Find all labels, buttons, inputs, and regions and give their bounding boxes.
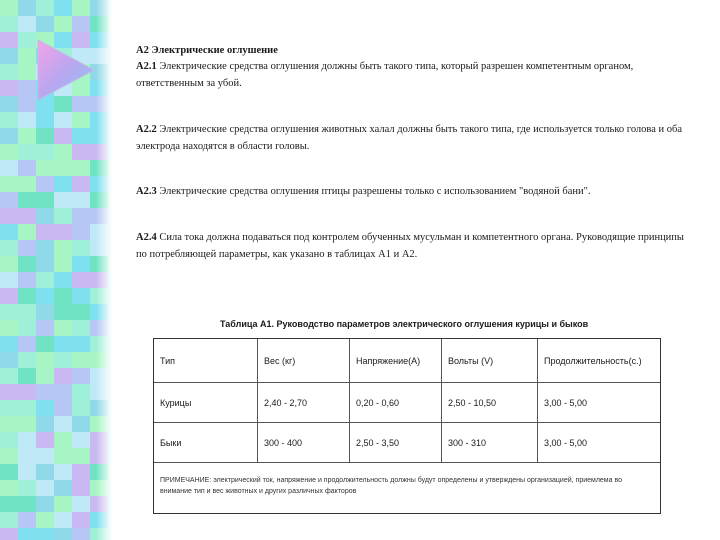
mosaic-tile: [54, 384, 72, 400]
mosaic-tile: [18, 432, 36, 448]
mosaic-tile: [18, 304, 36, 320]
mosaic-tile: [36, 496, 54, 512]
mosaic-tile: [36, 256, 54, 272]
mosaic-tile: [0, 384, 18, 400]
table-cell: 2,50 - 3,50: [350, 423, 442, 462]
table-cell: 2,40 - 2,70: [258, 383, 350, 422]
mosaic-tile: [36, 288, 54, 304]
mosaic-tile: [72, 464, 90, 480]
mosaic-tile: [54, 208, 72, 224]
table-cell: Курицы: [154, 383, 258, 422]
mosaic-tile: [72, 480, 90, 496]
section-title: А2 Электрические оглушение: [136, 45, 278, 56]
mosaic-tile: [36, 352, 54, 368]
mosaic-tile: [36, 368, 54, 384]
mosaic-tile: [0, 128, 18, 144]
mosaic-tile: [54, 16, 72, 32]
mosaic-tile: [0, 32, 18, 48]
mosaic-tile: [18, 400, 36, 416]
mosaic-tile: [54, 256, 72, 272]
mosaic-tile: [36, 0, 54, 16]
table-cell: 3,00 - 5,00: [544, 437, 588, 448]
table-title: Таблица А1. Руководство параметров электрического оглушения курицы и быков: [220, 319, 589, 329]
mosaic-tile: [18, 512, 36, 528]
mosaic-tile: [0, 16, 18, 32]
mosaic-tile: [72, 288, 90, 304]
mosaic-tile: [36, 224, 54, 240]
mosaic-tile: [54, 400, 72, 416]
mosaic-tile: [36, 528, 54, 540]
mosaic-tile: [54, 416, 72, 432]
mosaic-tile: [0, 112, 18, 128]
mosaic-tile: [0, 160, 18, 176]
mosaic-tile: [18, 336, 36, 352]
table-cell: 3,00 - 5,00: [544, 397, 588, 408]
mosaic-tile: [54, 512, 72, 528]
paragraph-text: Электрические средства оглушения птицы разрешены только с использованием "водяной бани".: [159, 186, 591, 197]
mosaic-tile: [72, 176, 90, 192]
mosaic-tile: [72, 336, 90, 352]
mosaic-tile: [18, 112, 36, 128]
mosaic-tile: [54, 448, 72, 464]
mosaic-tile: [54, 368, 72, 384]
mosaic-tile: [18, 352, 36, 368]
mosaic-tile: [18, 272, 36, 288]
header-cell: Продолжительность(с.): [544, 355, 642, 366]
table-header-row: [154, 339, 660, 383]
mosaic-tile: [72, 416, 90, 432]
mosaic-tile: [54, 528, 72, 540]
mosaic-tile: [72, 320, 90, 336]
table-row: [154, 423, 660, 463]
mosaic-tile: [18, 16, 36, 32]
mosaic-tile: [18, 144, 36, 160]
paragraph-text: Сила тока должна подаваться под контролем обученных мусульман и компетентного органа. Руководящие принципы по потребляющей параметры, как указано в таблицах А1 и А2.: [136, 232, 684, 260]
paragraph-a2-4: [136, 229, 686, 263]
mosaic-tile: [0, 80, 18, 96]
paragraph-a2-3: [136, 183, 686, 200]
mosaic-tile: [0, 208, 18, 224]
mosaic-tile: [36, 144, 54, 160]
header-cell: Напряжение(А): [350, 339, 442, 382]
mosaic-tile: [54, 144, 72, 160]
mosaic-tile: [0, 480, 18, 496]
parameters-table: [153, 338, 661, 514]
mosaic-tile: [54, 240, 72, 256]
mosaic-tile: [0, 256, 18, 272]
paragraph-number: А2.2: [136, 124, 157, 135]
mosaic-tile: [36, 112, 54, 128]
mosaic-tile: [18, 416, 36, 432]
mosaic-tile: [0, 496, 18, 512]
mosaic-tile: [36, 480, 54, 496]
mosaic-tile: [54, 176, 72, 192]
mosaic-tile: [18, 160, 36, 176]
mosaic-tile: [0, 240, 18, 256]
strip-fade: [96, 0, 112, 540]
mosaic-tile: [54, 336, 72, 352]
mosaic-tile: [54, 496, 72, 512]
mosaic-tile: [0, 512, 18, 528]
triangle-decoration-icon: [30, 34, 100, 104]
header-cell: Тип: [154, 339, 258, 382]
mosaic-tile: [72, 384, 90, 400]
mosaic-tile: [72, 208, 90, 224]
paragraph-text: Электрические средства оглушения должны быть такого типа, который разрешен компетентным органом, ответственным за убой.: [136, 61, 634, 89]
mosaic-tile: [36, 128, 54, 144]
mosaic-tile: [36, 512, 54, 528]
mosaic-tile: [18, 256, 36, 272]
mosaic-tile: [0, 448, 18, 464]
mosaic-tile: [18, 448, 36, 464]
mosaic-tile: [36, 304, 54, 320]
mosaic-tile: [36, 240, 54, 256]
paragraph-number: А2.3: [136, 186, 157, 197]
mosaic-tile: [18, 464, 36, 480]
mosaic-tile: [54, 464, 72, 480]
mosaic-tile: [54, 352, 72, 368]
mosaic-tile: [36, 208, 54, 224]
mosaic-tile: [36, 160, 54, 176]
mosaic-tile: [72, 432, 90, 448]
mosaic-tile: [0, 320, 18, 336]
table-cell: 300 - 310: [442, 423, 538, 462]
mosaic-tile: [54, 128, 72, 144]
mosaic-tile: [72, 144, 90, 160]
mosaic-tile: [0, 304, 18, 320]
mosaic-tile: [54, 480, 72, 496]
table-cell: 0,20 - 0,60: [350, 383, 442, 422]
mosaic-tile: [36, 16, 54, 32]
mosaic-tile: [0, 336, 18, 352]
mosaic-tile: [18, 176, 36, 192]
mosaic-tile: [36, 400, 54, 416]
mosaic-tile: [72, 112, 90, 128]
mosaic-tile: [0, 272, 18, 288]
mosaic-tile: [0, 144, 18, 160]
mosaic-tile: [0, 224, 18, 240]
paragraph-number: А2.4: [136, 232, 157, 243]
mosaic-tile: [0, 352, 18, 368]
mosaic-tile: [54, 272, 72, 288]
mosaic-tile: [54, 160, 72, 176]
table-note: ПРИМЕЧАНИЕ: электрический ток, напряжение и продолжительность должны будут определены и утверждены организацией, приемлема во внимание тип и вес животных и других различных факторов: [160, 477, 622, 495]
mosaic-tile: [18, 208, 36, 224]
mosaic-tile: [36, 336, 54, 352]
mosaic-tile: [54, 320, 72, 336]
mosaic-tile: [54, 288, 72, 304]
mosaic-tile: [36, 416, 54, 432]
mosaic-tile: [18, 368, 36, 384]
mosaic-tile: [72, 16, 90, 32]
mosaic-tile: [18, 480, 36, 496]
mosaic-tile: [18, 240, 36, 256]
mosaic-tile: [72, 272, 90, 288]
mosaic-tile: [0, 192, 18, 208]
mosaic-tile: [72, 0, 90, 16]
mosaic-tile: [18, 192, 36, 208]
mosaic-tile: [0, 528, 18, 540]
mosaic-tile: [54, 0, 72, 16]
mosaic-tile: [18, 528, 36, 540]
table-row: [154, 383, 660, 423]
mosaic-tile: [0, 64, 18, 80]
mosaic-tile: [0, 48, 18, 64]
mosaic-tile: [36, 448, 54, 464]
mosaic-tile: [54, 192, 72, 208]
paragraph-number: А2.1: [136, 61, 157, 72]
mosaic-tile: [72, 256, 90, 272]
header-cell: Вес (кг): [258, 339, 350, 382]
mosaic-tile: [54, 224, 72, 240]
mosaic-tile: [36, 432, 54, 448]
mosaic-tile: [0, 432, 18, 448]
table-cell: 300 - 400: [258, 423, 350, 462]
mosaic-tile: [72, 368, 90, 384]
paragraph-text: Электрические средства оглушения животных халал должны быть такого типа, где используется только голова и оба электрода находятся в области головы.: [136, 124, 683, 152]
mosaic-tile: [0, 464, 18, 480]
mosaic-tile: [18, 128, 36, 144]
mosaic-tile: [18, 224, 36, 240]
header-cell: Вольты (V): [442, 339, 538, 382]
paragraph-a2-2: [136, 121, 686, 155]
mosaic-tile: [72, 512, 90, 528]
mosaic-tile: [0, 288, 18, 304]
mosaic-tile: [54, 432, 72, 448]
mosaic-tile: [18, 288, 36, 304]
mosaic-tile: [54, 112, 72, 128]
mosaic-tile: [72, 240, 90, 256]
mosaic-tile: [72, 448, 90, 464]
mosaic-tile: [0, 176, 18, 192]
mosaic-tile: [36, 464, 54, 480]
mosaic-tile: [72, 160, 90, 176]
mosaic-tile: [18, 496, 36, 512]
mosaic-tile: [36, 176, 54, 192]
mosaic-tile: [36, 192, 54, 208]
mosaic-tile: [18, 320, 36, 336]
mosaic-tile: [72, 496, 90, 512]
mosaic-tile: [18, 384, 36, 400]
section-heading: [136, 44, 686, 57]
mosaic-tile: [0, 96, 18, 112]
paragraph-a2-1: [136, 58, 686, 92]
mosaic-tile: [72, 128, 90, 144]
mosaic-tile: [72, 400, 90, 416]
mosaic-tile: [72, 528, 90, 540]
mosaic-tile: [72, 192, 90, 208]
table-cell: Быки: [154, 423, 258, 462]
mosaic-tile: [36, 320, 54, 336]
mosaic-tile: [72, 224, 90, 240]
mosaic-tile: [18, 0, 36, 16]
mosaic-tile: [54, 304, 72, 320]
mosaic-tile: [0, 0, 18, 16]
mosaic-tile: [0, 416, 18, 432]
mosaic-tile: [72, 352, 90, 368]
mosaic-tile: [36, 272, 54, 288]
mosaic-tile: [36, 384, 54, 400]
table-cell: 2,50 - 10,50: [442, 383, 538, 422]
mosaic-tile: [72, 304, 90, 320]
mosaic-tile: [0, 400, 18, 416]
mosaic-tile: [0, 368, 18, 384]
